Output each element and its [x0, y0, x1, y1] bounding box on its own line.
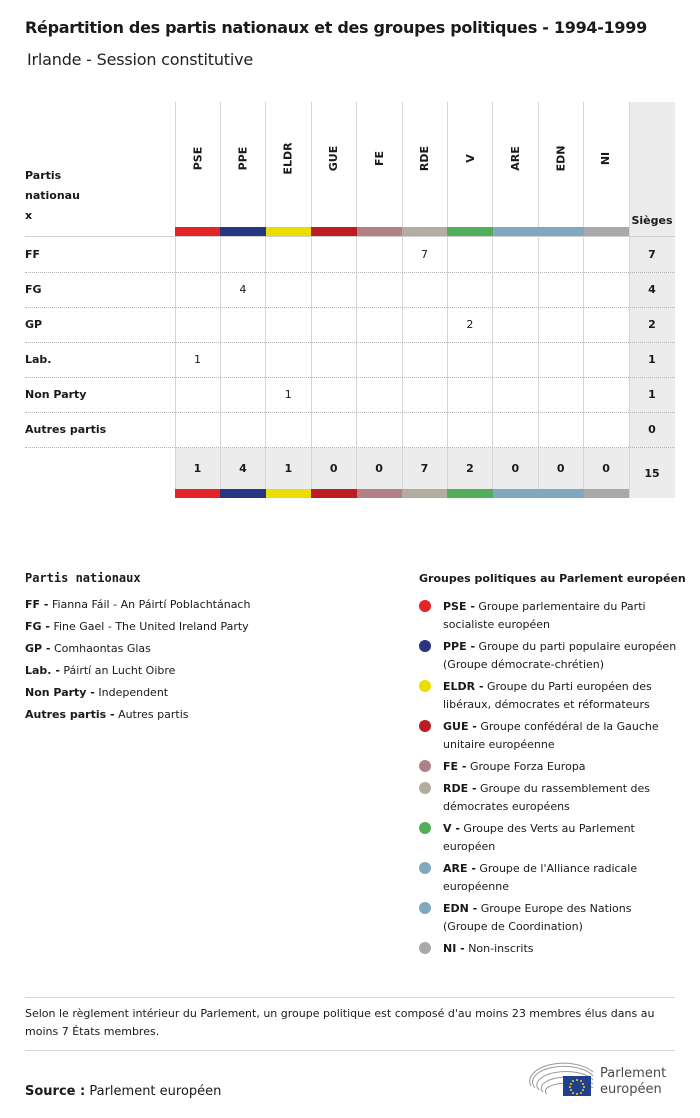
group-color-bar [311, 489, 356, 498]
table-cell [584, 307, 629, 342]
seats-cell: 7 [648, 248, 656, 261]
group-header-label: GUE [327, 145, 341, 171]
group-header-fe [357, 148, 402, 168]
group-code: RDE - [443, 782, 477, 795]
group-header-label: ARE [508, 145, 522, 171]
party-legend-item [25, 598, 250, 611]
table-cell [538, 272, 583, 307]
table-cell [311, 307, 356, 342]
table-cell [402, 307, 447, 342]
table-cell [311, 342, 356, 377]
table-cell [538, 307, 583, 342]
group-header-rde [402, 145, 447, 171]
group-header-label: PPE [236, 146, 250, 170]
party-legend-item [25, 686, 168, 699]
group-header-ppe [220, 148, 265, 168]
party-name: Comhaontas Glas [54, 642, 151, 655]
group-header-eldr [266, 141, 311, 175]
group-code: FE - [443, 760, 467, 773]
group-color-bar [175, 227, 220, 236]
total-cell: 0 [511, 462, 520, 475]
table-cell [584, 412, 629, 447]
source-value: Parlement européen [89, 1084, 222, 1099]
table-cell [357, 377, 402, 412]
group-code: PPE - [443, 640, 476, 653]
logo-line-2: européen [600, 1082, 662, 1097]
footer-note: Selon le règlement intérieur du Parlement, un groupe politique est composé d'au moins 23 membres élus dans au moins 7 États membres. [25, 1007, 655, 1038]
legend-groups-title: Groupes politiques au Parlement européen [419, 572, 686, 585]
table-cell [220, 412, 265, 447]
group-color-bar [538, 489, 583, 498]
table-cell [584, 342, 629, 377]
group-name: Groupe Europe des Nations (Groupe de Coordination) [443, 902, 632, 933]
group-color-bar [357, 227, 402, 236]
table-cell [357, 307, 402, 342]
table-cell [175, 272, 220, 307]
table-cell [493, 377, 538, 412]
table-cell [538, 377, 583, 412]
table-cell [311, 377, 356, 412]
table-cell [493, 272, 538, 307]
group-color-bar [493, 489, 538, 498]
group-color-bar [220, 227, 265, 236]
total-cell: 0 [375, 462, 383, 475]
table-cell [493, 342, 538, 377]
group-header-gue [311, 145, 356, 171]
party-code: Lab. - [25, 664, 60, 677]
total-cell: 0 [556, 462, 565, 475]
table-cell [220, 237, 265, 272]
page-subtitle: Irlande - Session constitutive [27, 50, 253, 69]
divider [25, 997, 675, 998]
group-code: GUE - [443, 720, 477, 733]
table-cell [493, 412, 538, 447]
total-cell: 0 [602, 462, 610, 475]
group-color-dot-icon [419, 942, 431, 954]
group-color-bar [584, 489, 629, 498]
table-cell [538, 237, 583, 272]
total-cell: 1 [193, 462, 202, 475]
divider [25, 1050, 675, 1051]
row-header-label: Partis nationau x [25, 169, 80, 222]
party-code: FF - [25, 598, 49, 611]
seats-cell: 4 [648, 283, 656, 296]
group-color-dot-icon [419, 720, 431, 732]
group-name: Groupe de l'Alliance radicale européenne [443, 862, 638, 893]
group-color-dot-icon [419, 600, 431, 612]
party-legend-item [25, 708, 189, 721]
group-color-dot-icon [419, 760, 431, 772]
seats-cell: 0 [648, 423, 656, 436]
group-color-bar [447, 489, 492, 498]
table-cell [220, 307, 265, 342]
group-color-dot-icon [419, 680, 431, 692]
group-color-bar [402, 489, 447, 498]
table-cell [220, 342, 265, 377]
table-cell [402, 412, 447, 447]
table-cell [357, 237, 402, 272]
group-name: Groupe Forza Europa [469, 760, 586, 773]
group-code: EDN - [443, 902, 478, 915]
group-color-bar [311, 227, 356, 236]
group-color-dot-icon [419, 782, 431, 794]
table-cell [357, 272, 402, 307]
total-seats-cell: 15 [644, 466, 660, 480]
party-row-label: GP [25, 318, 43, 331]
table-cell [175, 412, 220, 447]
party-row-label: Lab. [25, 353, 52, 366]
group-color-dot-icon [419, 902, 431, 914]
total-cell: 1 [284, 462, 293, 475]
seats-cell: 2 [648, 318, 656, 331]
group-color-bar [175, 489, 220, 498]
table-cell [538, 342, 583, 377]
table-cell [175, 307, 220, 342]
party-legend-item [25, 664, 175, 677]
source-line [25, 1084, 221, 1099]
logo-line-1: Parlement [600, 1066, 667, 1081]
source-label: Source : [25, 1084, 86, 1099]
table-cell [175, 377, 220, 412]
seats-header-label: Sièges [631, 214, 673, 227]
table-cell [311, 412, 356, 447]
party-legend-item [25, 642, 151, 655]
table-cell [447, 377, 492, 412]
group-header-label: ELDR [281, 141, 295, 175]
group-color-bar [584, 227, 629, 236]
page-title: Répartition des partis nationaux et des groupes politiques - 1994-1999 [25, 18, 647, 37]
table-cell [584, 377, 629, 412]
table-cell [538, 412, 583, 447]
table-cell [266, 272, 311, 307]
group-color-bar [447, 227, 492, 236]
group-code: V - [443, 822, 460, 835]
table-cell [357, 342, 402, 377]
party-row-label: Autres partis [25, 423, 107, 436]
group-header-label: FE [372, 150, 386, 166]
group-header-pse [175, 148, 220, 168]
table-cell: 1 [194, 353, 201, 366]
table-cell [447, 412, 492, 447]
group-code: ARE - [443, 862, 476, 875]
group-header-v [447, 148, 492, 168]
group-header-ni [584, 148, 629, 168]
table-cell: 7 [421, 248, 428, 261]
group-name: Groupe des Verts au Parlement européen [443, 822, 635, 853]
group-code: PSE - [443, 600, 475, 613]
table-cell [402, 377, 447, 412]
party-row-label: FG [25, 283, 42, 296]
group-header-edn [538, 145, 583, 171]
group-color-dot-icon [419, 862, 431, 874]
party-row-label: Non Party [25, 388, 87, 401]
seats-cell: 1 [648, 388, 656, 401]
party-code: Autres partis - [25, 708, 115, 721]
table-cell [584, 272, 629, 307]
group-color-bar [220, 489, 265, 498]
total-cell: 7 [420, 462, 429, 475]
party-row-label: FF [25, 248, 41, 261]
group-code: NI - [443, 942, 465, 955]
group-name: Non-inscrits [468, 942, 534, 955]
party-code: GP - [25, 642, 51, 655]
group-color-bar [266, 227, 311, 236]
group-color-bar [493, 227, 538, 236]
table-cell [220, 377, 265, 412]
group-color-dot-icon [419, 640, 431, 652]
legend-parties-title: Partis nationaux [25, 571, 141, 585]
table-cell [175, 237, 220, 272]
total-cell: 0 [329, 462, 338, 475]
total-cell: 4 [239, 462, 247, 475]
table-cell [266, 307, 311, 342]
party-name: Fine Gael - The United Ireland Party [53, 620, 249, 633]
table-cell [266, 412, 311, 447]
table-cell [402, 272, 447, 307]
group-header-label: V [463, 153, 477, 163]
group-code: ELDR - [443, 680, 484, 693]
table-cell [311, 237, 356, 272]
table-cell [584, 237, 629, 272]
table-cell [266, 237, 311, 272]
table-cell [357, 412, 402, 447]
table-cell [447, 342, 492, 377]
group-name: Groupe confédéral de la Gauche unitaire européenne [443, 720, 659, 751]
party-name: Fianna Fáil - An Páirtí Poblachtánach [51, 598, 251, 611]
table-cell: 2 [466, 318, 474, 331]
seats-cell: 1 [648, 353, 656, 366]
party-name: Independent [98, 686, 169, 699]
table-cell [493, 307, 538, 342]
party-code: Non Party - [25, 686, 95, 699]
table-cell [447, 272, 492, 307]
group-color-bar [402, 227, 447, 236]
group-name: Groupe parlementaire du Parti socialiste européen [443, 600, 646, 631]
group-header-are [493, 145, 538, 171]
total-cell: 2 [466, 462, 474, 475]
party-name: Autres partis [118, 708, 189, 721]
group-header-label: RDE [418, 145, 431, 171]
distribution-table [25, 102, 675, 498]
group-color-dot-icon [419, 822, 431, 834]
group-color-bar [266, 489, 311, 498]
table-cell [402, 342, 447, 377]
group-header-label: NI [599, 151, 613, 165]
group-color-bar [538, 227, 583, 236]
party-legend-item [25, 620, 249, 633]
table-cell: 4 [239, 283, 247, 296]
table-cell [266, 342, 311, 377]
table-cell [447, 237, 492, 272]
group-color-bar [357, 489, 402, 498]
table-cell [493, 237, 538, 272]
party-name: Páirtí an Lucht Oibre [63, 664, 176, 677]
table-cell [311, 272, 356, 307]
group-header-label: EDN [554, 145, 568, 171]
group-name: Groupe du rassemblement des démocrates européens [443, 782, 650, 813]
group-name: Groupe du parti populaire européen (Groupe démocrate-chrétien) [443, 640, 677, 671]
party-code: FG - [25, 620, 50, 633]
table-cell: 1 [284, 388, 292, 401]
group-header-label: PSE [191, 146, 204, 170]
group-name: Groupe du Parti européen des libéraux, démocrates et réformateurs [443, 680, 652, 711]
